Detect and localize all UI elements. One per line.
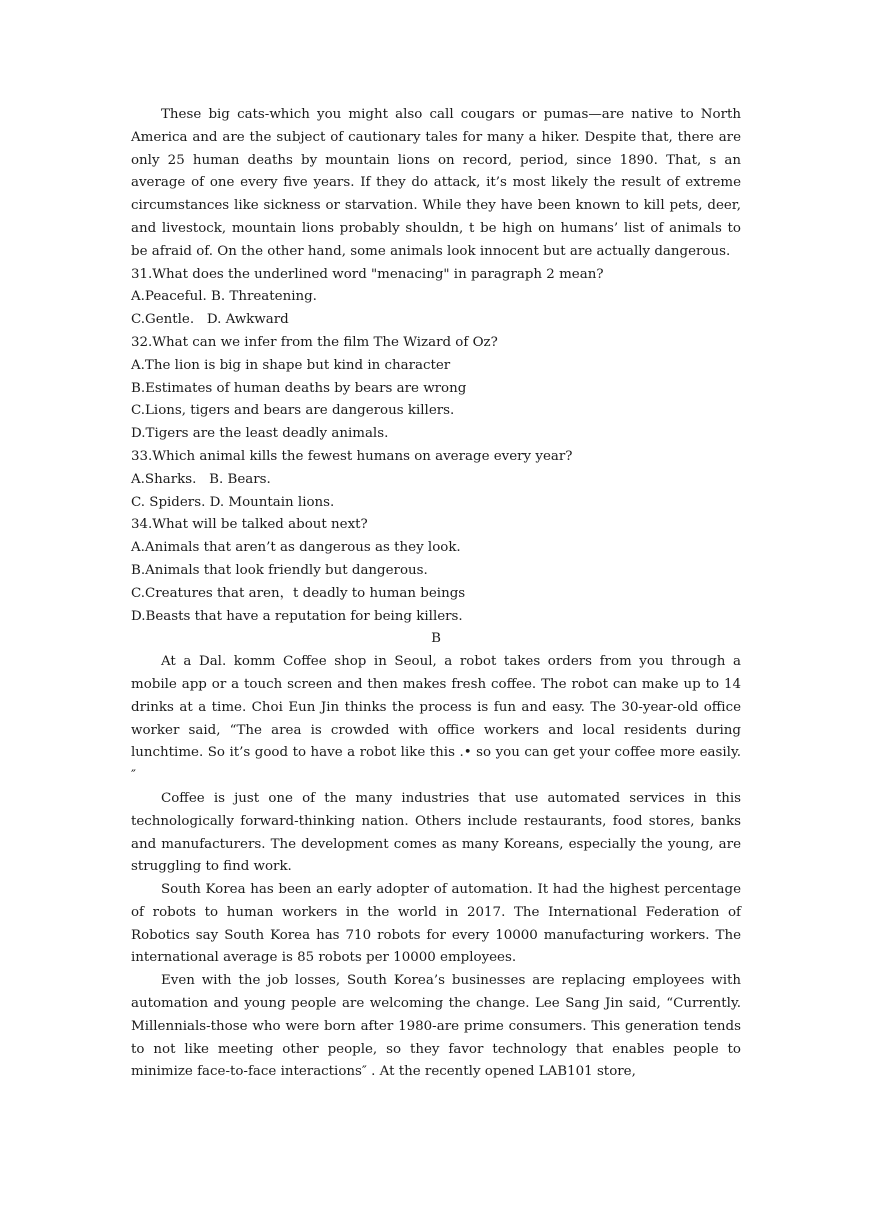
question-stem: 33.Which animal kills the fewest humans on average every year? [131, 448, 573, 464]
question-option: D.Tigers are the least deadly animals. [131, 426, 389, 442]
question-option: C. Spiders. D. Mountain lions. [131, 494, 335, 510]
question-stem: 34.What will be talked about next? [131, 517, 368, 533]
question-stem: 32.What can we infer from the film The Wizard of Oz? [131, 334, 498, 350]
question-option: A.Animals that aren’t as dangerous as they look. [131, 540, 461, 556]
question-option: A.The lion is big in shape but kind in character [131, 357, 451, 373]
question-stem: 31.What does the underlined word "menacing" in paragraph 2 mean? [131, 266, 604, 282]
question-31 [131, 264, 741, 332]
question-34 [131, 514, 741, 628]
question-option: C.Lions, tigers and bears are dangerous killers. [131, 403, 455, 419]
question-32 [131, 332, 741, 446]
passage-a-intro: These big cats-which you might also call cougars or pumas—are native to North America and are the subject of cautionary tales for many a hiker. Despite that, there are only 25 human deaths by mountain lions on record, period, since 1890. That, s an average of one every five years. If they do attack, it’s most likely the result of extreme circumstances like sickness or starvation. While they have been known to kill pets, deer, and livestock, mountain lions probably shouldn, t be high on humans’ list of animals to be afraid of. On the other hand, some animals look innocent but are actually dangerous. [131, 107, 741, 259]
passage-b-paragraph: Coffee is just one of the many industries that use automated services in this technologically forward-thinking nation. Others include restaurants, food stores, banks and manufacturers. The development comes as many Koreans, especially the young, are struggling to find work. [131, 790, 741, 875]
question-option: B.Estimates of human deaths by bears are wrong [131, 380, 467, 396]
question-33 [131, 446, 741, 514]
question-option: D.Beasts that have a reputation for being killers. [131, 608, 463, 624]
question-option: A.Sharks. B. Bears. [131, 471, 271, 487]
passage-b-paragraph: South Korea has been an early adopter of automation. It had the highest percentage of robots to human workers in the world in 2017. The International Federation of Robotics say South Korea has 710 robots for every 10000 manufacturing workers. The international average is 85 robots per 10000 employees. [131, 882, 741, 966]
question-option: C.Creatures that aren，t deadly to human beings [131, 585, 466, 601]
section-heading: B [431, 631, 441, 647]
question-option: C.Gentle. D. Awkward [131, 312, 289, 328]
question-option: B.Animals that look friendly but dangerous. [131, 562, 428, 578]
document-page [131, 104, 741, 1084]
passage-b-paragraph: Even with the job losses, South Korea’s businesses are replacing employees with automation and young people are welcoming the change. Lee Sang Jin said, “Currently. Millennials-those who were born after 1980-are prime consumers. This generation tends to not like meeting other people, so they favor technology that enables people to minimize face-to-face interactions″ . At the recently opened LAB101 store, [131, 973, 741, 1080]
question-option: A.Peaceful. B. Threatening. [131, 289, 317, 305]
passage-b-paragraph: At a Dal. komm Coffee shop in Seoul, a robot takes orders from you through a mobile app or a touch screen and then makes fresh coffee. The robot can make up to 14 drinks at a time. Choi Eun Jin thinks the process is fun and easy. The 30-year-old office worker said, “The area is crowded with office workers and local residents during lunchtime. So it’s good to have a robot like this .• so you can get your coffee more easily.″ [131, 654, 741, 784]
